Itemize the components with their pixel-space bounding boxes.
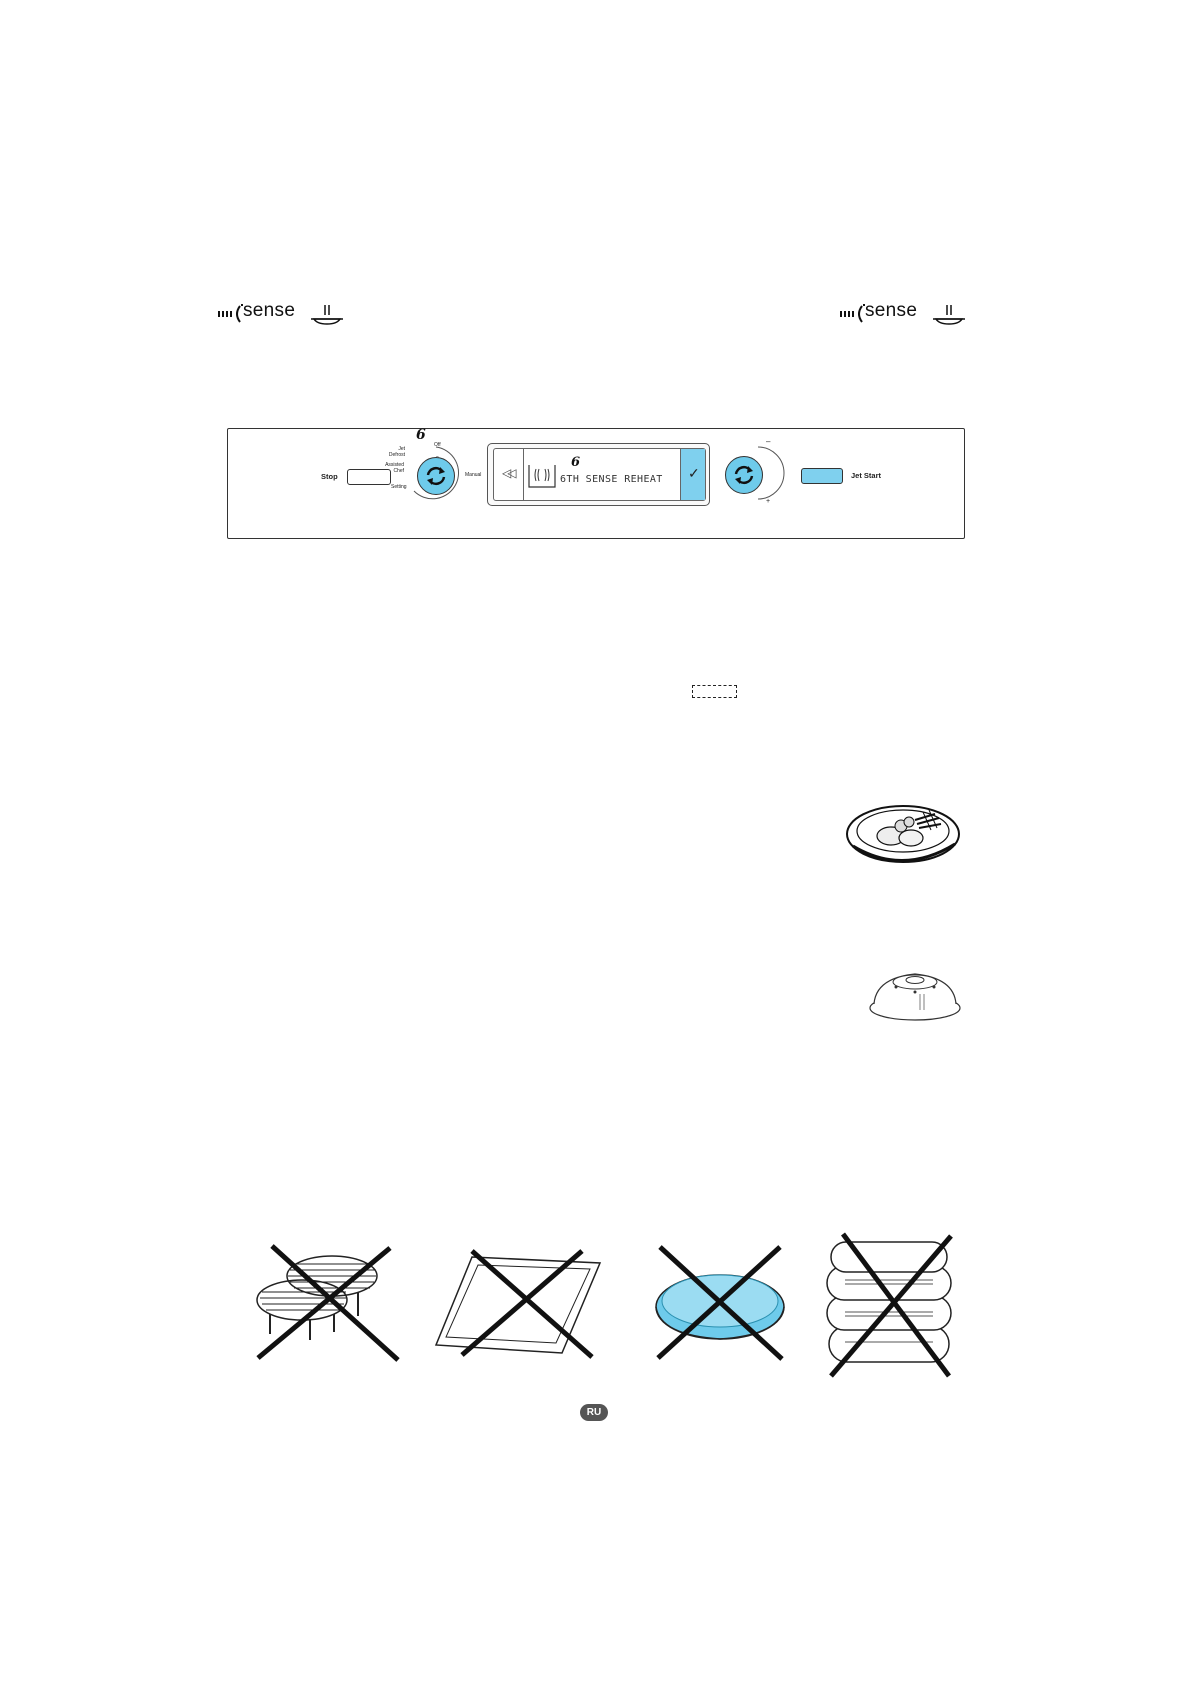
logo-text: sense xyxy=(865,300,918,321)
stop-label: Stop xyxy=(321,472,338,481)
crossed-steamer-illustration xyxy=(815,1232,965,1380)
plus-label: + xyxy=(766,498,771,505)
microwave-control-panel xyxy=(227,428,965,539)
lcd-screen xyxy=(493,448,706,501)
jet-start-button[interactable] xyxy=(801,468,843,484)
plate-with-food-illustration xyxy=(843,796,963,866)
language-badge: RU xyxy=(580,1404,608,1421)
dial-label-assisted-chef: Assisted Chef xyxy=(385,462,404,474)
function-selector-knob[interactable] xyxy=(417,457,455,495)
dial-label-off: Off xyxy=(434,442,441,448)
dial-label-setting: Setting xyxy=(391,484,407,490)
six-sense-icon: 6 xyxy=(416,427,426,443)
rotate-arrows-icon xyxy=(733,464,755,486)
crossed-wire-racks-illustration xyxy=(250,1240,402,1365)
dial-label-jet-defrost: Jet Defrost xyxy=(388,446,405,458)
lcd-display xyxy=(487,443,710,506)
jet-start-label: Jet Start xyxy=(851,471,882,480)
back-button[interactable] xyxy=(494,449,524,500)
rotate-arrows-icon xyxy=(425,465,447,487)
display-text: 6TH SENSE REHEAT xyxy=(560,474,663,485)
minus-label: – xyxy=(766,437,771,446)
sense-logo-left xyxy=(218,300,344,325)
dial-label-manual: Manual xyxy=(465,472,482,478)
sense-logo-right xyxy=(840,300,966,325)
adjust-knob[interactable] xyxy=(725,456,763,494)
crossed-crisp-plate-illustration xyxy=(650,1243,790,1363)
crossed-baking-tray-illustration xyxy=(432,1245,607,1363)
logo-text: sense xyxy=(243,300,296,321)
checkmark-icon: ✓ xyxy=(688,465,700,481)
dashed-display-symbol xyxy=(692,685,737,698)
confirm-button[interactable] xyxy=(680,449,705,500)
six-sense-display-icon: 6 xyxy=(571,455,581,470)
microwave-program-icon xyxy=(527,463,557,489)
back-icon: ◁◁ xyxy=(502,466,513,480)
microwave-cover-illustration xyxy=(868,964,963,1022)
